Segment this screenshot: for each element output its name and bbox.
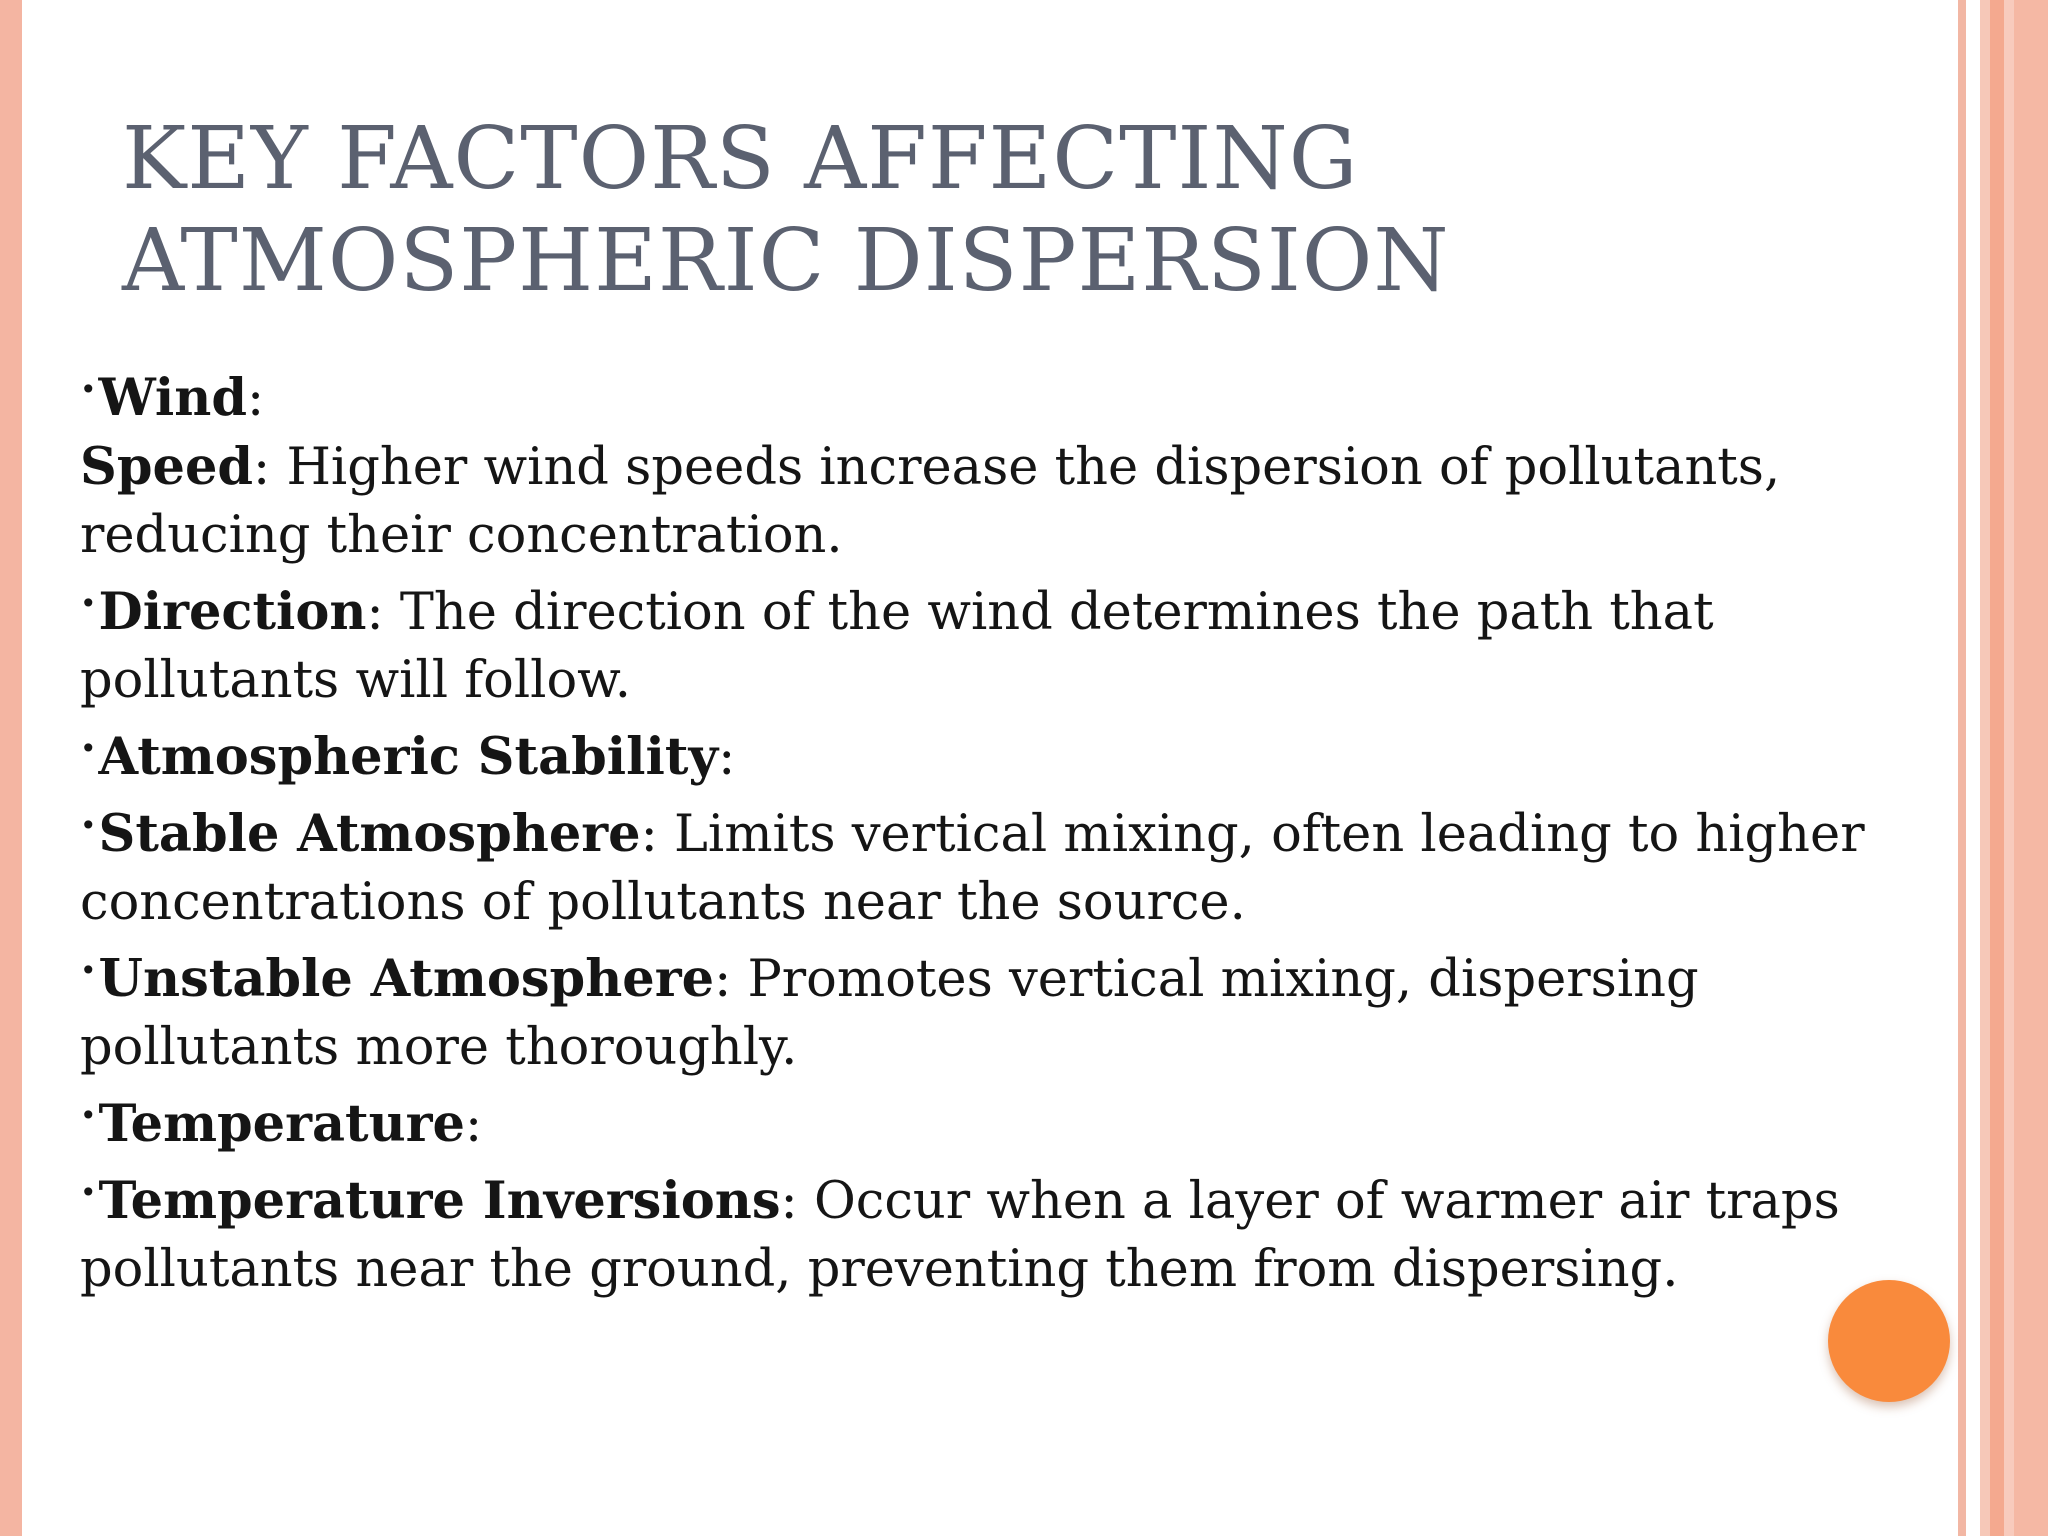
item-speed [80,433,1940,570]
bullet-item-direction [80,570,1940,715]
bullet-text: : [718,728,736,787]
bullet-term: Wind [98,368,248,428]
right-border-stripe [1958,0,1966,1536]
bullet-marker: • [80,1176,97,1209]
bullet-text: : Limits vertical mixing, often leading to higher concentrations of pollutants near the source. [80,805,1865,932]
bullet-text: : The direction of the wind determines the path that pollutants will follow. [80,583,1714,710]
bullet-item-temperature-inversions [80,1159,1940,1304]
right-border-stripe [1990,0,2004,1536]
bullet-term: Temperature [98,1094,466,1154]
bullet-term: Speed [80,437,254,497]
bullet-item-wind [80,356,1940,433]
slide-body [80,356,1940,1304]
bullet-text: : [465,1095,483,1154]
right-border-stripe [1980,0,1990,1536]
bullet-term: Stable Atmosphere [98,804,641,864]
bullet-marker: • [80,1099,97,1132]
bullet-marker: • [80,732,97,765]
bullet-term: Atmospheric Stability [98,727,719,787]
slide-title-line-1: KEY FACTORS AFFECTING [122,109,1359,209]
bullet-item-stable-atmosphere [80,792,1940,937]
right-border-gap [1966,0,1980,1536]
bullet-text: : Promotes vertical mixing, dispersing pollutants more thoroughly. [80,950,1699,1077]
bullet-item-unstable-atmosphere [80,937,1940,1082]
bullet-marker: • [80,809,97,842]
left-border [0,0,22,1536]
bullet-term: Direction [98,582,367,642]
right-border-stripe [2004,0,2014,1536]
bullet-item-atmospheric-stability [80,715,1940,792]
bullet-item-temperature [80,1082,1940,1159]
bullet-marker: • [80,954,97,987]
slide-title-line-2: ATMOSPHERIC DISPERSION [122,211,1450,311]
bullet-text: : Occur when a layer of warmer air traps pollutants near the ground, preventing them from dispersing. [80,1172,1840,1299]
bullet-marker: • [80,373,97,406]
orange-circle-decoration [1828,1280,1950,1402]
bullet-text: : Higher wind speeds increase the dispersion of pollutants, reducing their concentration. [80,438,1781,565]
bullet-term: Unstable Atmosphere [98,949,715,1009]
bullet-marker: • [80,587,97,620]
right-border-stripe [2014,0,2048,1536]
bullet-text: : [247,369,265,428]
slide-title [122,108,1882,312]
bullet-term: Temperature Inversions [98,1171,781,1231]
